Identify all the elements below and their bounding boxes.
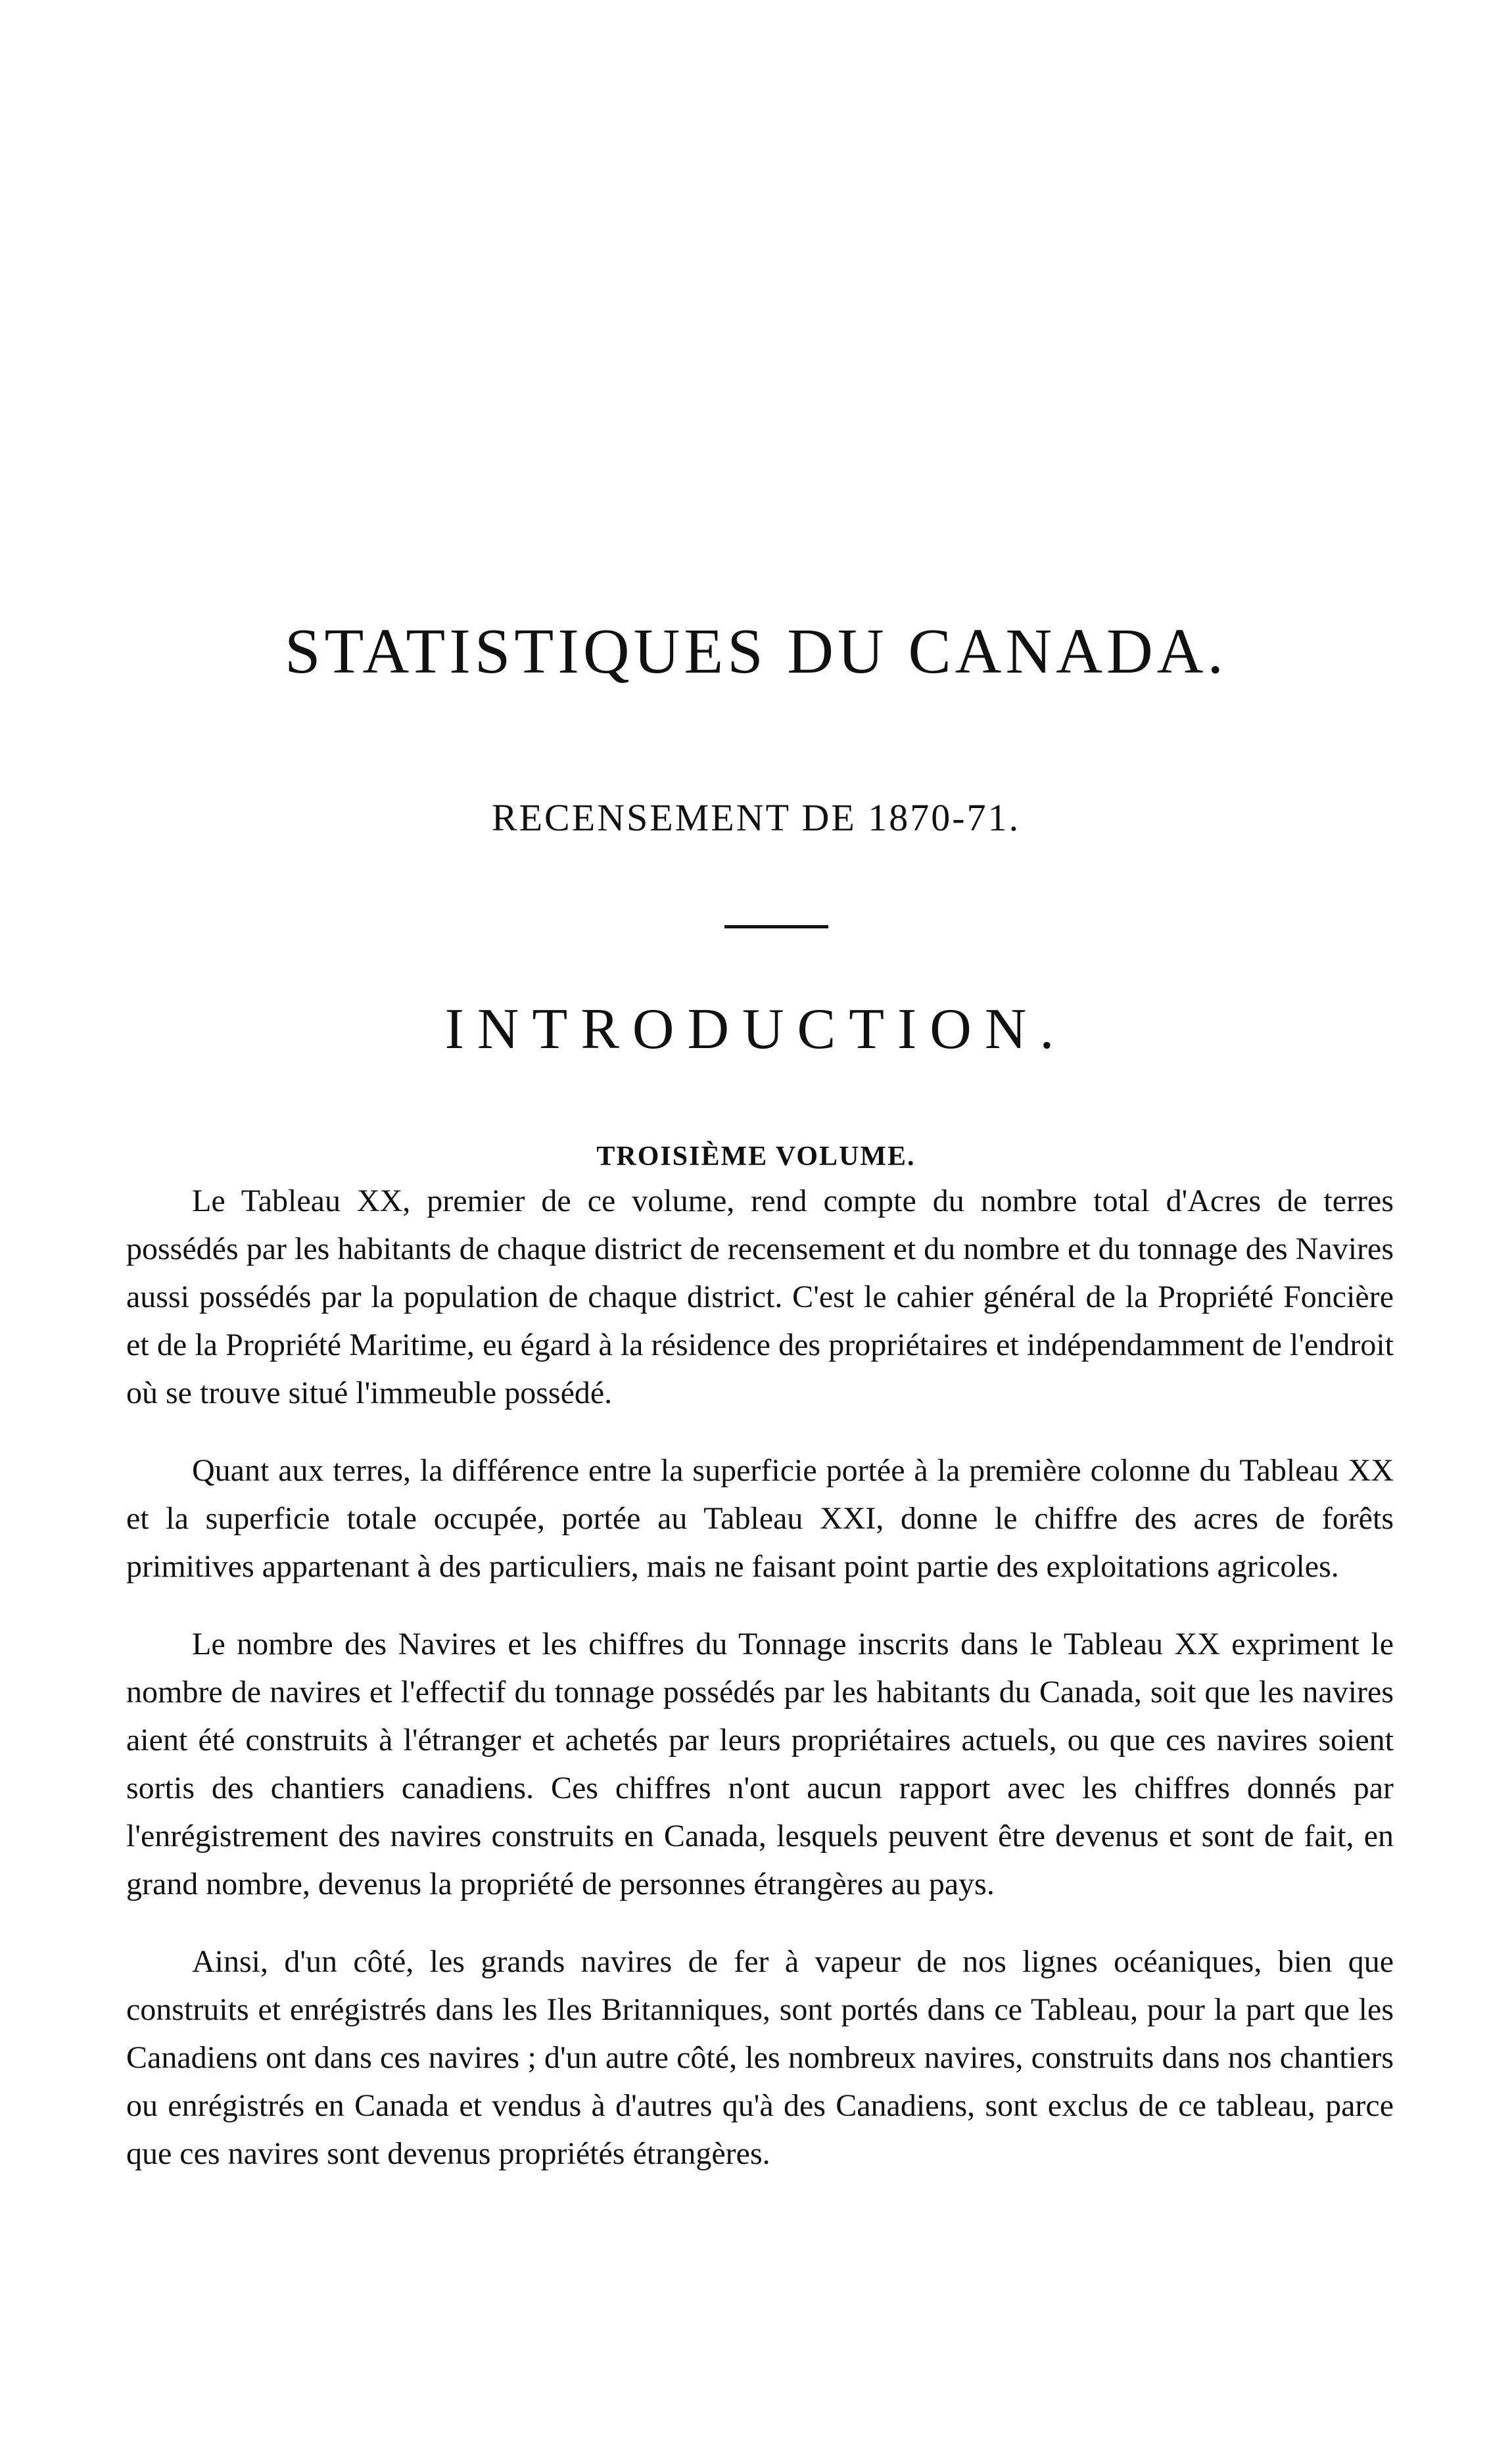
- divider-rule: [724, 925, 828, 928]
- volume-heading: TROISIÈME VOLUME.: [596, 1141, 916, 1172]
- paragraph-1: Le Tableau XX, premier de ce volume, rend compte du nombre total d'Acres de terres possédés par les habitants de chaque district de recensement et du nombre et du tonnage des Navires aussi possédés par la population de chaque district. C'est le cahier général de la Propriété Foncière et de la Propriété Maritime, eu égard à la résidence des propriétaires et indépendamment de l'endroit où se trouve situé l'immeuble possédé.: [126, 1183, 1394, 1410]
- paragraph-2: Quant aux terres, la différence entre la superficie portée à la première colonne du Tableau XX et la superficie totale occupée, portée au Tableau XXI, donne le chiffre des acres de forêts primitives appartenant à des particuliers, mais ne faisant point partie des exploitations agricoles.: [126, 1453, 1394, 1584]
- body-text: [126, 1177, 1394, 2207]
- paragraph-4: Ainsi, d'un côté, les grands navires de fer à vapeur de nos lignes océaniques, bien que construits et enrégistrés dans les Iles Britanniques, sont portés dans ce Tableau, pour la part que les Canadiens ont dans ces navires ; d'un autre côté, les nombreux navires, construits dans nos chantiers ou enrégistrés en Canada et vendus à d'autres qu'à des Canadiens, sont exclus de ce tableau, parce que ces navires sont devenus propriétés étrangères.: [126, 1944, 1394, 2171]
- section-title: INTRODUCTION.: [444, 997, 1068, 1061]
- page-title: STATISTIQUES DU CANADA.: [284, 616, 1228, 687]
- paragraph-3: Le nombre des Navires et les chiffres du Tonnage inscrits dans le Tableau XX expriment le nombre de navires et l'effectif du tonnage possédés par les habitants du Canada, soit que les navires aient été construits à l'étranger et achetés par leurs propriétaires actuels, ou que ces navires soient sortis des chantiers canadiens. Ces chiffres n'ont aucun rapport avec les chiffres donnés par l'enrégistrement des navires construits en Canada, lesquels peuvent être devenus et sont de fait, en grand nombre, devenus la propriété de personnes étrangères au pays.: [126, 1627, 1394, 1901]
- census-subtitle: RECENSEMENT DE 1870-71.: [491, 796, 1021, 839]
